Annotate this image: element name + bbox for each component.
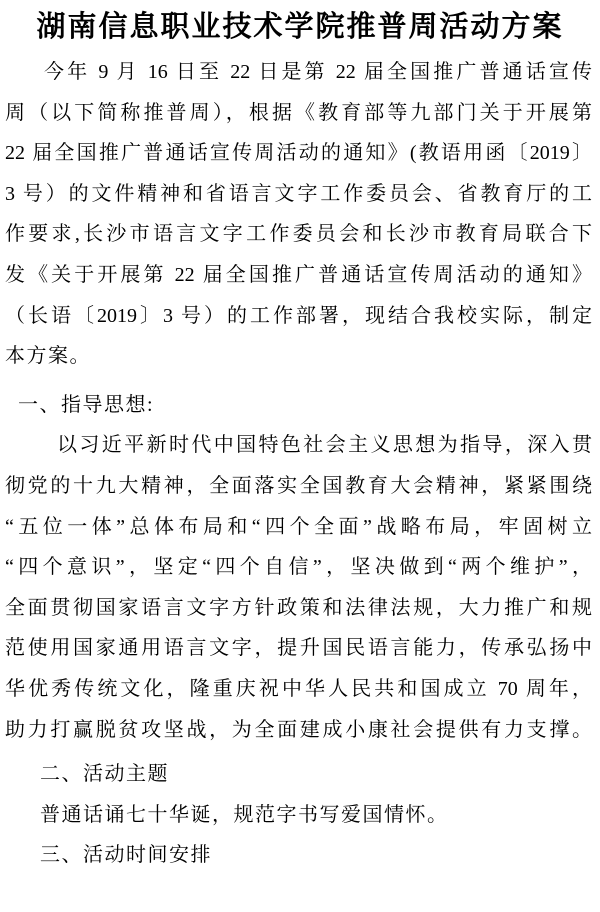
document-body — [0, 48, 600, 876]
text-line: 华优秀传统文化，隆重庆祝中华人民共和国成立 70 周年， — [5, 677, 592, 700]
text-line: “五位一体”总体布局和“四个全面”战略布局，牢固树立 — [5, 515, 592, 538]
text-line: （长语〔2019〕3 号）的工作部署，现结合我校实际，制定 — [5, 304, 592, 327]
text-line: 周（以下简称推普周），根据《教育部等九部门关于开展第 — [5, 101, 592, 124]
text-line: 范使用国家通用语言文字，提升国民语言能力，传承弘扬中 — [5, 637, 592, 660]
text-line: 普通话诵七十华诞，规范字书写爱国情怀。 — [40, 803, 449, 826]
text-line: 今年 9 月 16 日至 22 日是第 22 届全国推广普通话宣传 — [44, 61, 592, 83]
text-line: 作要求,长沙市语言文字工作委员会和长沙市教育局联合下 — [5, 223, 592, 246]
text-line: 彻党的十九大精神，全面落实全国教育大会精神，紧紧围绕 — [5, 474, 592, 497]
text-line: 助力打赢脱贫攻坚战，为全面建成小康社会提供有力支撑。 — [5, 718, 592, 741]
text-line: 本方案。 — [5, 345, 91, 368]
text-line: 一、指导思想: — [18, 393, 155, 416]
text-line: 以习近平新时代中国特色社会主义思想为指导，深入贯 — [57, 434, 592, 457]
text-line: 三、活动时间安排 — [40, 844, 212, 867]
text-line: 二、活动主题 — [40, 763, 169, 786]
text-line: 3 号）的文件精神和省语言文字工作委员会、省教育厅的工 — [5, 182, 592, 205]
document-title: 湖南信息职业技术学院推普周活动方案 — [36, 11, 564, 43]
text-line: “四个意识”，坚定“四个自信”，坚决做到“两个维护”， — [5, 556, 592, 579]
text-line: 发《关于开展第 22 届全国推广普通话宣传周活动的通知》 — [5, 263, 592, 286]
text-line: 全面贯彻国家语言文字方针政策和法律法规，大力推广和规 — [5, 596, 592, 619]
text-line: 22 届全国推广普通话宣传周活动的通知》(教语用函〔2019〕 — [5, 142, 592, 165]
